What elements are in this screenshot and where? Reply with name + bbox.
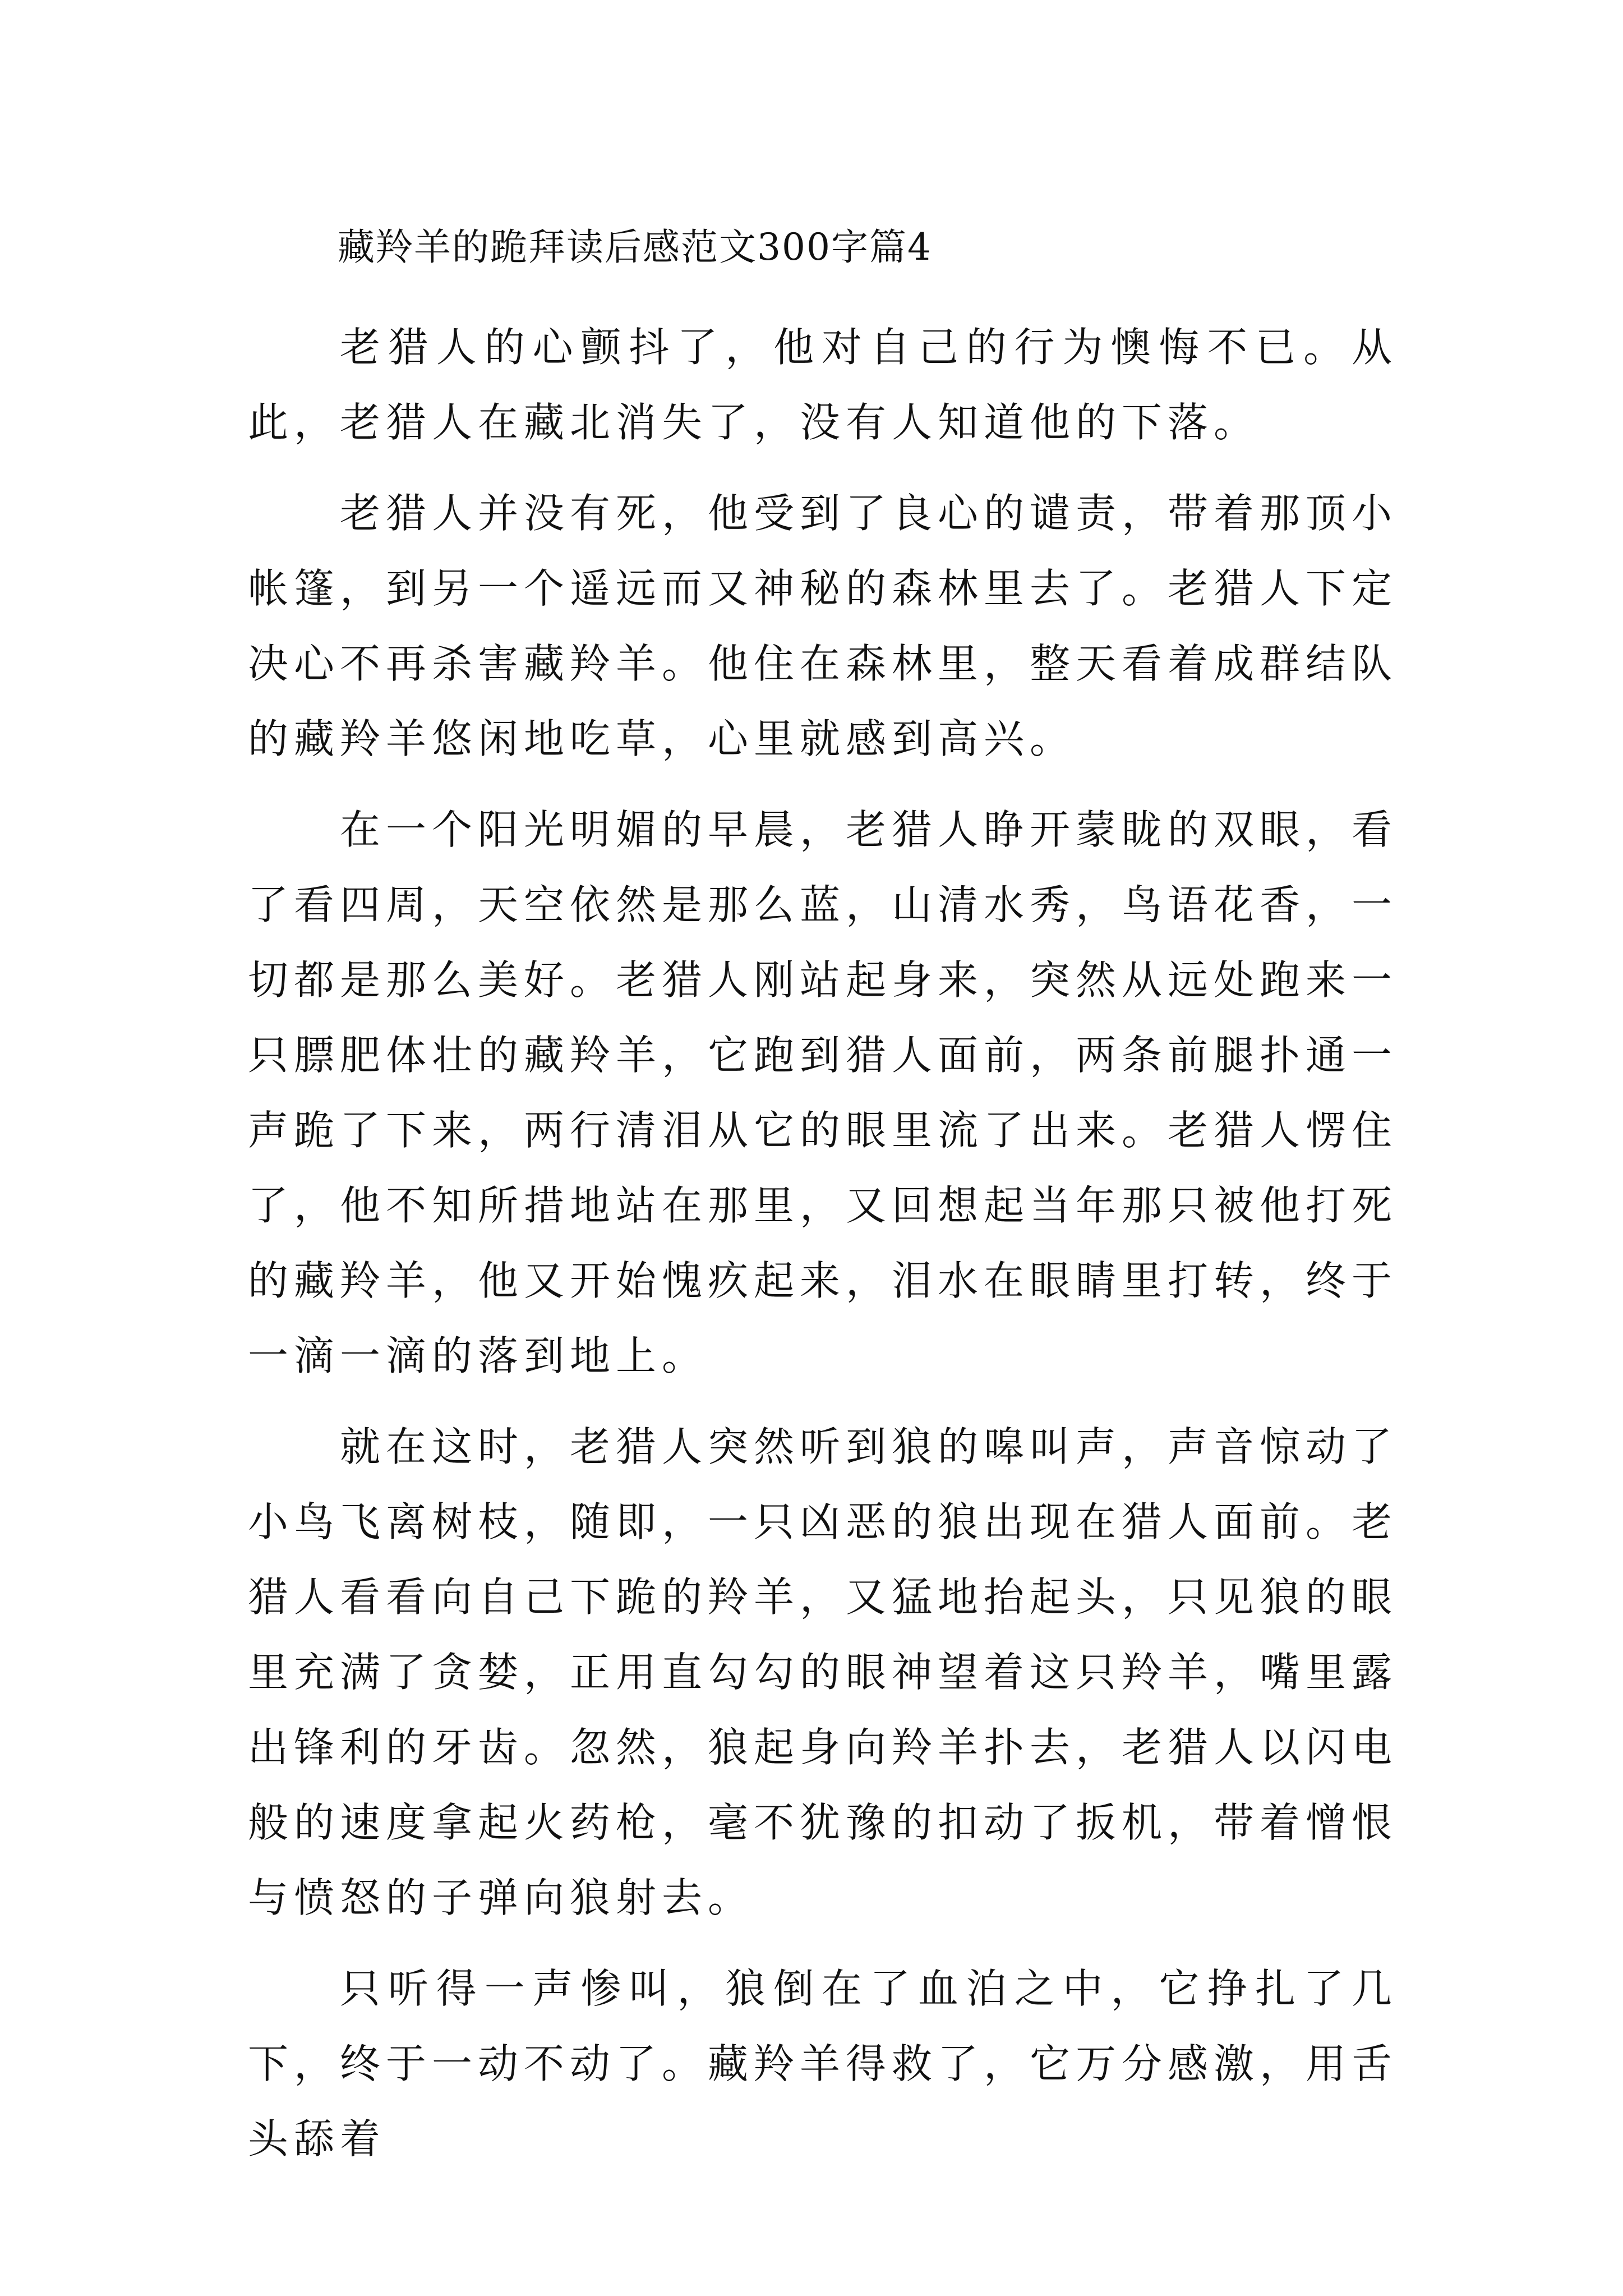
paragraph-5: 只听得一声惨叫，狼倒在了血泊之中，它挣扎了几下，终于一动不动了。藏羚羊得救了，它万分感激，用舌头舔着 <box>248 1965 1398 2162</box>
paragraph-4: 就在这时，老猎人突然听到狼的嗥叫声，声音惊动了小鸟飞离树枝，随即，一只凶恶的狼出现在猎人面前。老猎人看看向自己下跪的羚羊，又猛地抬起头，只见狼的眼里充满了贪婪，正用直勾勾的眼神望着这只羚羊，嘴里露出锋利的牙齿。忽然，狼起身向羚羊扑去，老猎人以闪电般的速度拿起火药枪，毫不犹豫的扣动了扳机，带着憎恨与愤怒的子弹向狼射去。 <box>248 1423 1398 1921</box>
document-title: 藏羚羊的跪拜读后感范文300字篇4 <box>338 226 932 269</box>
paragraph-2: 老猎人并没有死，他受到了良心的谴责，带着那顶小帐篷，到另一个遥远而又神秘的森林里去了。老猎人下定决心不再杀害藏羚羊。他住在森林里，整天看着成群结队的藏羚羊悠闲地吃草，心里就感到高兴。 <box>248 490 1398 762</box>
document-body <box>248 209 1398 2192</box>
paragraph-1: 老猎人的心颤抖了，他对自己的行为懊悔不已。从此，老猎人在藏北消失了，没有人知道他的下落。 <box>248 324 1398 446</box>
paragraph-3: 在一个阳光明媚的早晨，老猎人睁开蒙眬的双眼，看了看四周，天空依然是那么蓝，山清水秀，鸟语花香，一切都是那么美好。老猎人刚站起身来，突然从远处跑来一只膘肥体壮的藏羚羊，它跑到猎人面前，两条前腿扑通一声跪了下来，两行清泪从它的眼里流了出来。老猎人愣住了，他不知所措地站在那里，又回想起当年那只被他打死的藏羚羊，他又开始愧疚起来，泪水在眼睛里打转，终于一滴一滴的落到地上。 <box>248 806 1398 1379</box>
